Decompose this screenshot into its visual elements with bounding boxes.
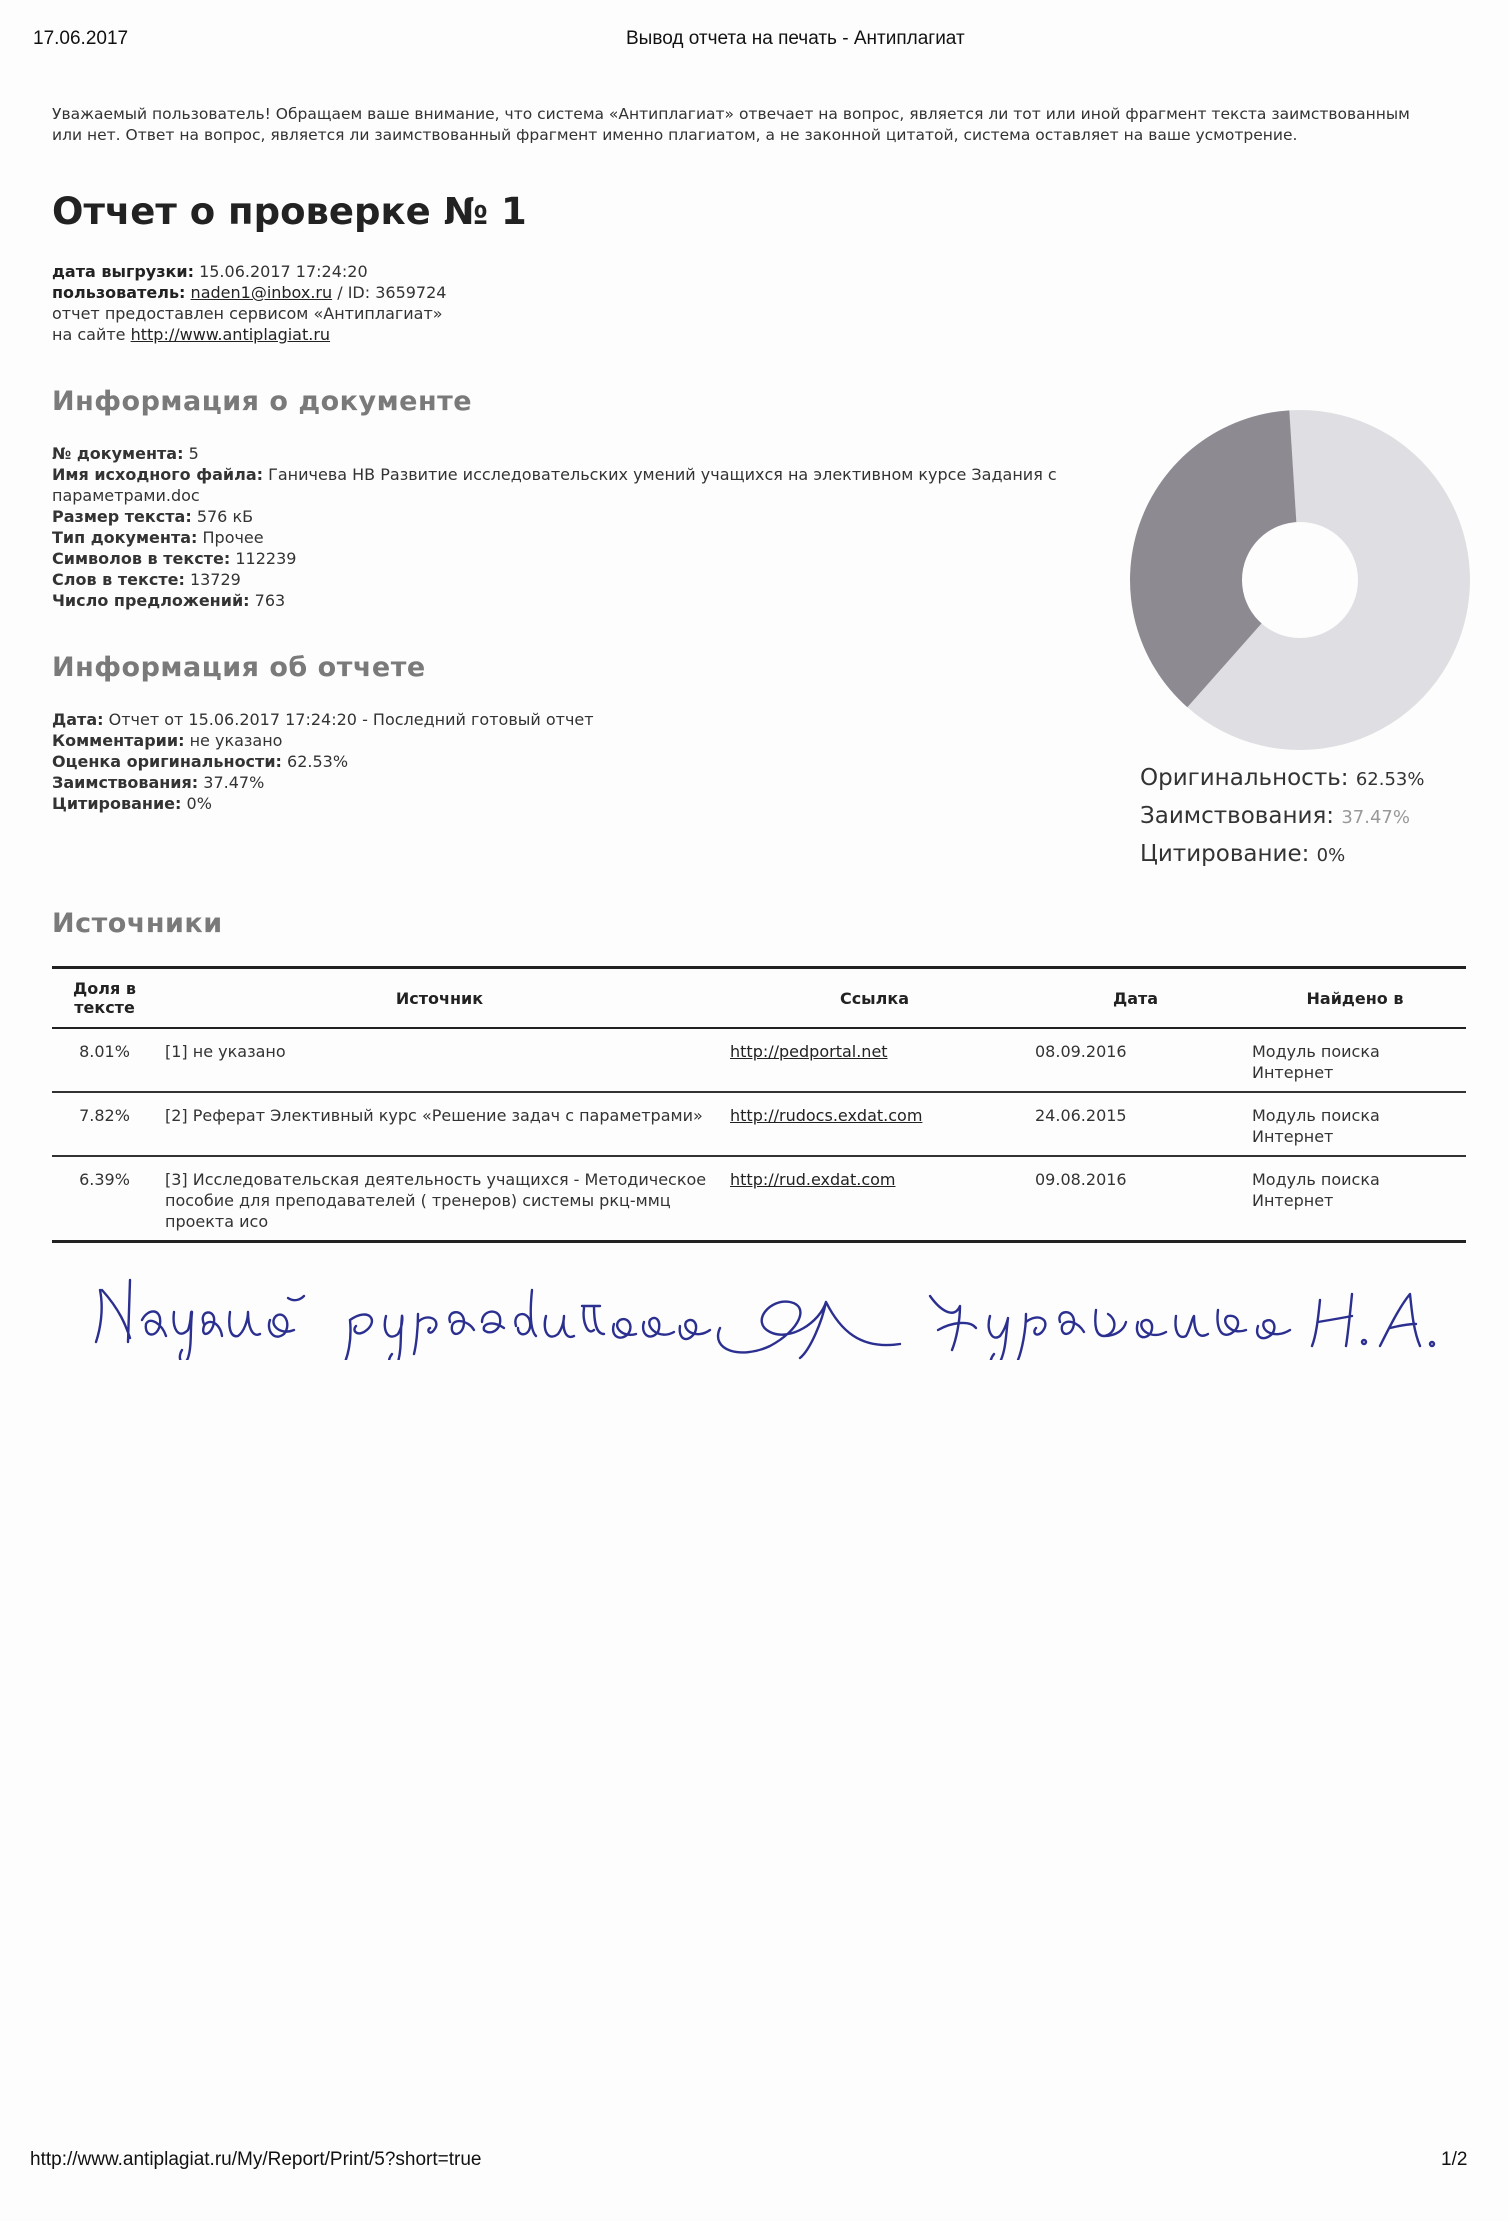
doc-field: Тип документа: Прочее: [52, 528, 264, 547]
doc-field: Символов в тексте: 112239: [52, 549, 297, 568]
export-date: 15.06.2017 17:24:20: [199, 262, 368, 281]
pie-center-hole: [1242, 522, 1358, 638]
row-date: 09.08.2016: [1027, 1156, 1244, 1242]
col-found-header: Найдено в: [1244, 968, 1466, 1029]
row-found: Модуль поиска Интернет: [1244, 1156, 1466, 1242]
document-info: [52, 443, 1112, 611]
row-share: 8.01%: [52, 1028, 157, 1092]
pie-svg: [1128, 408, 1473, 753]
print-title: Вывод отчета на печать - Антиплагиат: [626, 28, 965, 49]
row-share: 7.82%: [52, 1092, 157, 1156]
sources-heading: Источники: [52, 908, 223, 939]
provided-by: отчет предоставлен сервисом «Антиплагиат»: [52, 304, 443, 323]
col-date-header: Дата: [1027, 968, 1244, 1029]
chart-legend: [1140, 760, 1424, 874]
user-label: пользователь:: [52, 283, 186, 302]
row-link[interactable]: http://pedportal.net: [722, 1028, 1027, 1092]
doc-field: Имя исходного файла: Ганичева НВ Развитие исследовательских умений учащихся на элективном курсе Задания с параметрами.doc: [52, 465, 1057, 505]
report-field: Дата: Отчет от 15.06.2017 17:24:20 - Последний готовый отчет: [52, 710, 594, 729]
row-found: Модуль поиска Интернет: [1244, 1092, 1466, 1156]
site-link[interactable]: http://www.antiplagiat.ru: [130, 325, 331, 344]
table-row: [52, 1156, 1466, 1242]
print-date: 17.06.2017: [33, 28, 129, 49]
row-source: [1] не указано: [157, 1028, 722, 1092]
legend-originality: Оригинальность: 62.53%: [1140, 765, 1425, 791]
sources-table: [52, 966, 1466, 1243]
col-link-header: Ссылка: [722, 968, 1027, 1029]
export-date-label: дата выгрузки:: [52, 262, 194, 281]
report-title: Отчет о проверке № 1: [52, 190, 527, 233]
user-id: / ID: 3659724: [337, 283, 447, 302]
document-info-heading: Информация о документе: [52, 386, 473, 417]
user-email-link[interactable]: naden1@inbox.ru: [190, 283, 333, 302]
legend-citations: Цитирование: 0%: [1140, 841, 1346, 867]
table-row: [52, 1028, 1466, 1092]
table-row: [52, 1092, 1466, 1156]
print-footer-url: http://www.antiplagiat.ru/My/Report/Print/5?short=true: [30, 2149, 482, 2170]
row-found: Модуль поиска Интернет: [1244, 1028, 1466, 1092]
site-prefix: на сайте: [52, 325, 126, 344]
doc-field: Слов в тексте: 13729: [52, 570, 241, 589]
report-field: Заимствования: 37.47%: [52, 773, 265, 792]
report-info-heading: Информация об отчете: [52, 652, 426, 683]
notice-text: Уважаемый пользователь! Обращаем ваше внимание, что система «Антиплагиат» отвечает на вопрос, является ли тот или иной фрагмент текста заимствованным или нет. Ответ на вопрос, является ли заимствованный фрагмент именно плагиатом, а не законной цитатой, система оставляет на ваше усмотрение.: [52, 105, 1410, 144]
report-meta: [52, 261, 446, 345]
print-page-number: 1/2: [1441, 2149, 1468, 2170]
doc-field: Размер текста: 576 кБ: [52, 507, 254, 526]
signature-drawing: [80, 1250, 1460, 1360]
row-date: 24.06.2015: [1027, 1092, 1244, 1156]
row-link[interactable]: http://rud.exdat.com: [722, 1156, 1027, 1242]
row-source: [3] Исследовательская деятельность учащихся - Методическое пособие для преподавателей ( тренеров) системы ркц-ммц проекта исо: [157, 1156, 722, 1242]
originality-pie-chart: [1128, 408, 1473, 753]
col-source-header: Источник: [157, 968, 722, 1029]
row-link[interactable]: http://rudocs.exdat.com: [722, 1092, 1027, 1156]
report-field: Цитирование: 0%: [52, 794, 212, 813]
doc-field: № документа: 5: [52, 444, 199, 463]
col-share-header: Доля в тексте: [52, 968, 157, 1029]
row-share: 6.39%: [52, 1156, 157, 1242]
report-field: Комментарии: не указано: [52, 731, 283, 750]
report-info: [52, 709, 594, 814]
row-source: [2] Реферат Элективный курс «Решение задач с параметрами»: [157, 1092, 722, 1156]
table-header-row: [52, 968, 1466, 1029]
row-date: 08.09.2016: [1027, 1028, 1244, 1092]
report-field: Оценка оригинальности: 62.53%: [52, 752, 349, 771]
handwritten-signature: [80, 1250, 1460, 1360]
doc-field: Число предложений: 763: [52, 591, 286, 610]
legend-borrowings: Заимствования: 37.47%: [1140, 803, 1410, 829]
